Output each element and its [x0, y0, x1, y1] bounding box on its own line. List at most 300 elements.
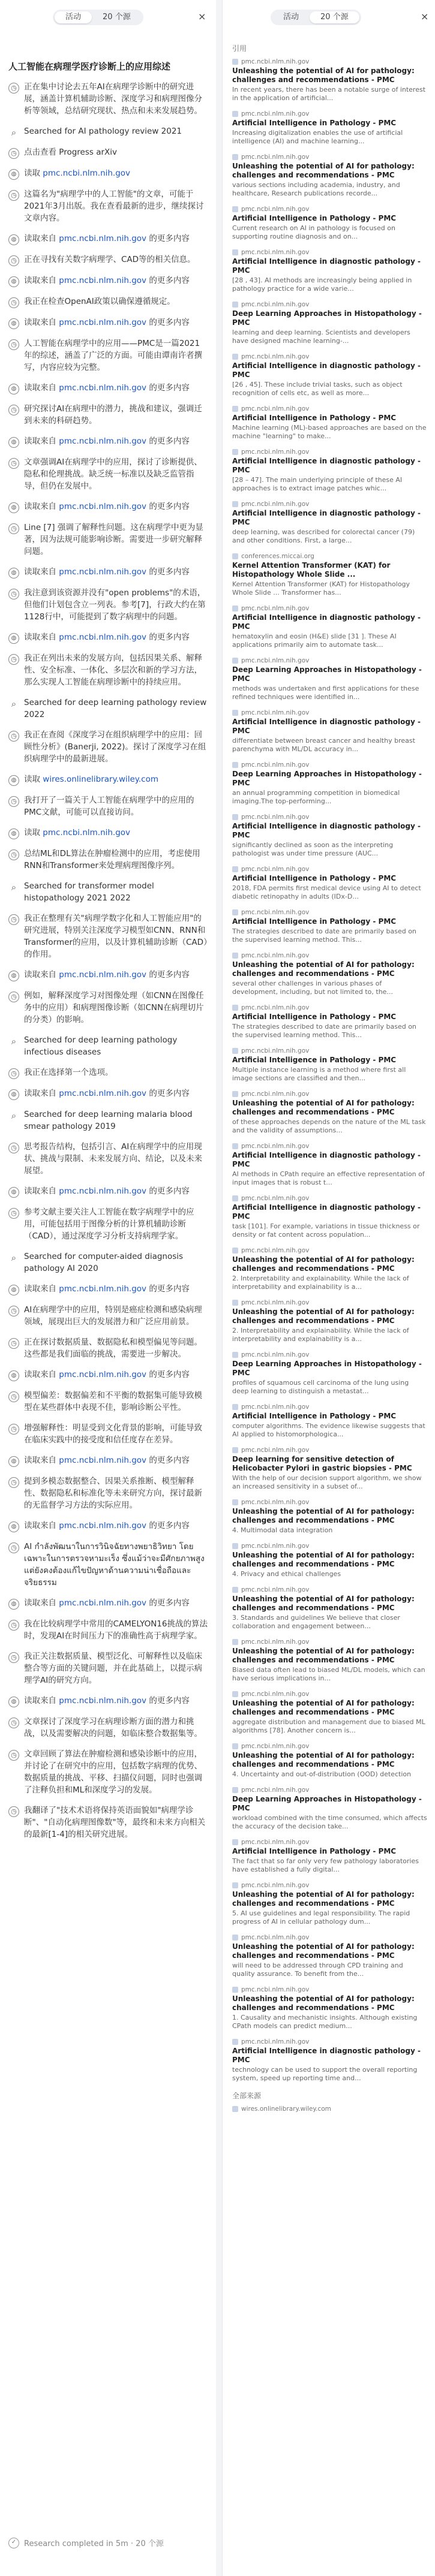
source-card[interactable]: [232, 952, 427, 996]
source-link[interactable]: pmc.ncbi.nlm.nih.gov: [59, 632, 147, 642]
search-query-text: Searched for transformer model histopathology 2021 2022: [24, 881, 154, 903]
activity-step[interactable]: [8, 275, 208, 287]
source-card[interactable]: [232, 605, 427, 649]
search-icon: ⌕: [11, 1110, 17, 1121]
source-snippet: will need to be addressed through CPD training and quality assurance. To benefit from the...: [232, 1962, 403, 1978]
thought-text: AI在病理学中的应用，特别是癌症检测和感染病理领域，展现出巨大的发展潜力和广泛应用前景。: [24, 1305, 202, 1327]
source-title[interactable]: Artificial Intelligence in Pathology - PMC: [232, 1847, 397, 1855]
favicon-icon: [232, 1499, 238, 1505]
source-domain-row: [232, 405, 427, 412]
globe-icon: ◍: [8, 1089, 19, 1100]
activity-step: [8, 146, 208, 159]
source-domain-row: [232, 1351, 427, 1358]
favicon-icon: [232, 1543, 238, 1549]
source-domain: pmc.ncbi.nlm.nih.gov: [241, 1839, 310, 1846]
thought-text: 提到多模态数据整合、因果关系推断、模型解释性、数据隐私和标准化等未来研究方向，探讨最新的无监督学习方法的实际应用。: [24, 1477, 202, 1510]
source-card[interactable]: [232, 1882, 427, 1926]
source-card[interactable]: [232, 501, 427, 545]
activity-step[interactable]: [8, 382, 208, 394]
source-domain: pmc.ncbi.nlm.nih.gov: [241, 1143, 310, 1150]
source-domain: pmc.ncbi.nlm.nih.gov: [241, 448, 310, 456]
source-domain-row: [232, 605, 427, 612]
source-card[interactable]: [232, 1090, 427, 1135]
source-domain: pmc.ncbi.nlm.nih.gov: [241, 353, 310, 360]
thinking-icon: ◷: [8, 1718, 19, 1728]
thought-text: 模型偏差：数据偏差和不平衡的数据集可能导致模型在某些群体中表现不佳，影响诊断公平性。: [24, 1391, 202, 1412]
source-snippet: 5. AI use guidelines and legal responsibility. The rapid progress of AI in cellular pathology dum...: [232, 1909, 410, 1926]
source-domain-row: [232, 1403, 427, 1411]
source-domain-row: [232, 353, 427, 360]
source-card[interactable]: [232, 761, 427, 806]
favicon-icon: [232, 1987, 238, 1993]
source-domain-row: [232, 1542, 427, 1550]
source-card[interactable]: [232, 1586, 427, 1631]
source-title[interactable]: Artificial Intelligence in diagnostic pathology - PMC: [232, 509, 421, 526]
source-snippet: 1. Causality and mechanistic insights. Although existing CPath models can predict medium...: [232, 2014, 418, 2030]
read-source-text: [24, 1283, 208, 1295]
source-link[interactable]: pmc.ncbi.nlm.nih.gov: [43, 168, 131, 178]
activity-step[interactable]: [8, 566, 208, 579]
source-card[interactable]: [232, 2105, 427, 2113]
source-link[interactable]: pmc.ncbi.nlm.nih.gov: [59, 1456, 147, 1465]
source-domain: pmc.ncbi.nlm.nih.gov: [241, 814, 310, 821]
read-source-text: [24, 1087, 208, 1099]
source-domain: pmc.ncbi.nlm.nih.gov: [241, 1195, 310, 1202]
source-snippet: Machine learning (ML)-based approaches are based on the machine "learning" to make...: [232, 424, 427, 440]
activity-step: [8, 338, 208, 373]
read-prefix: 读取来自: [24, 1696, 59, 1706]
thinking-icon: ◷: [8, 1338, 19, 1349]
source-card[interactable]: [232, 153, 427, 198]
source-domain: pmc.ncbi.nlm.nih.gov: [241, 110, 310, 117]
source-card[interactable]: [232, 1351, 427, 1396]
source-card[interactable]: [232, 1499, 427, 1535]
thought-text: 文章回顾了算法在肿瘤检测和感染诊断中的应用，并讨论了在研究中的应用，包括数字病理的优势、数据质量的挑战、平移、扫描仪问题，同时也强调了注释负担和ML和深度学习的发展。: [24, 1749, 202, 1795]
read-suffix: 的更多内容: [146, 567, 190, 577]
search-icon: ⌕: [11, 1036, 17, 1047]
source-snippet: deep learning, was described for colorectal cancer (79) and other conditions. First, a large...: [232, 528, 415, 544]
source-domain: pmc.ncbi.nlm.nih.gov: [241, 1403, 310, 1411]
activity-step: [8, 1034, 208, 1058]
thinking-icon: ◷: [8, 148, 19, 159]
source-domain: pmc.ncbi.nlm.nih.gov: [241, 1542, 310, 1550]
source-link[interactable]: pmc.ncbi.nlm.nih.gov: [59, 1089, 147, 1098]
read-suffix: 的更多内容: [146, 1186, 190, 1196]
panel-tab-switch: [53, 10, 143, 25]
read-prefix: 读取来自: [24, 1456, 59, 1465]
source-title[interactable]: Deep learning for sensitive detection of Helicobacter Pylori in gastric biopsies - PMC: [232, 1455, 412, 1472]
source-link[interactable]: pmc.ncbi.nlm.nih.gov: [59, 318, 147, 327]
source-domain-row: [232, 58, 427, 65]
read-suffix: 的更多内容: [146, 436, 190, 446]
sources-list: [232, 36, 427, 2120]
source-card[interactable]: [232, 249, 427, 293]
globe-icon: ◍: [8, 971, 19, 981]
source-snippet: Increasing digitalization enables the use of artificial intelligence (AI) and machine learning...: [232, 129, 403, 145]
tab-sources[interactable]: 20 个源: [310, 11, 359, 23]
thinking-icon: ◷: [8, 1652, 19, 1663]
source-domain: pmc.ncbi.nlm.nih.gov: [241, 1090, 310, 1098]
source-title[interactable]: Artificial Intelligence in Pathology - PMC: [232, 119, 397, 127]
source-card[interactable]: [232, 866, 427, 901]
source-link[interactable]: pmc.ncbi.nlm.nih.gov: [59, 1284, 147, 1294]
tab-activity[interactable]: 活动: [283, 13, 299, 22]
read-prefix: 读取来自: [24, 1186, 59, 1196]
source-snippet: Current research on AI in pathology is focused on supporting routine diagnosis and on...: [232, 224, 395, 240]
favicon-icon: [232, 866, 238, 872]
source-card[interactable]: [232, 814, 427, 858]
source-card[interactable]: [232, 1403, 427, 1439]
globe-icon: ◍: [8, 169, 19, 180]
source-card[interactable]: [232, 110, 427, 146]
thinking-icon: ◷: [8, 405, 19, 415]
search-query-text: Searched for AI pathology review 2021: [24, 126, 182, 136]
source-snippet: Multiple instance learning is a method where first all image sections are classified and then...: [232, 1066, 406, 1082]
activity-step[interactable]: [8, 501, 208, 513]
activity-step: [8, 1422, 208, 1446]
source-card[interactable]: [232, 909, 427, 944]
source-title[interactable]: Unleashing the potential of AI for pathology: challenges and recommendations - PMC: [232, 1551, 415, 1568]
source-domain: pmc.ncbi.nlm.nih.gov: [241, 952, 310, 959]
source-domain: pmc.ncbi.nlm.nih.gov: [241, 1499, 310, 1506]
thought-text: 例如，解释深度学习对图像处理（如CNN在图像任务中的应用）和病理图像诊断（如CNN在病理切片的分类）的影响。: [24, 991, 204, 1025]
source-card[interactable]: [232, 206, 427, 241]
activity-step: [8, 1650, 208, 1686]
read-suffix: 的更多内容: [146, 234, 190, 243]
source-title[interactable]: Unleashing the potential of AI for pathology: challenges and recommendations - PMC: [232, 1307, 415, 1325]
thinking-icon: ◷: [8, 1143, 19, 1153]
activity-step[interactable]: [8, 167, 208, 180]
source-title[interactable]: Unleashing the potential of AI for pathology: challenges and recommendations - PMC: [232, 67, 415, 84]
source-domain-row: [232, 1934, 427, 1941]
activity-step: [8, 990, 208, 1026]
source-domain-row: [232, 909, 427, 916]
activity-step[interactable]: [8, 1520, 208, 1532]
activity-step[interactable]: [8, 773, 208, 786]
source-card[interactable]: [232, 553, 427, 597]
source-snippet: methods was undertaken and first applications for these refined techniques were identified in...: [232, 685, 419, 701]
activity-step[interactable]: [8, 1695, 208, 1707]
thinking-icon: ◷: [8, 1542, 19, 1553]
read-suffix: 的更多内容: [146, 318, 190, 327]
source-card[interactable]: [232, 1934, 427, 1978]
source-domain-row: [232, 1090, 427, 1098]
source-title[interactable]: Artificial Intelligence in diagnostic pathology - PMC: [232, 457, 421, 474]
source-title[interactable]: Artificial Intelligence in diagnostic pathology - PMC: [232, 1151, 421, 1168]
activity-step[interactable]: [8, 1283, 208, 1295]
source-domain: pmc.ncbi.nlm.nih.gov: [241, 1786, 310, 1794]
thought-text: 文章探讨了深度学习在病理诊断方面的潜力和挑战，以及需要解决的问题，如临床整合数据集等。: [24, 1717, 202, 1739]
source-card[interactable]: [232, 2038, 427, 2083]
read-source-text: [24, 435, 208, 447]
source-domain-row: [232, 1743, 427, 1750]
check-icon: ✓: [8, 2538, 19, 2548]
source-card[interactable]: [232, 448, 427, 493]
favicon-icon: [232, 206, 238, 212]
favicon-icon: [232, 909, 238, 915]
source-title[interactable]: Unleashing the potential of AI for pathology: challenges and recommendations - PMC: [232, 1099, 415, 1116]
activity-step: [8, 794, 208, 818]
tab-activity[interactable]: 活动: [55, 11, 92, 23]
source-link[interactable]: pmc.ncbi.nlm.nih.gov: [59, 1598, 147, 1608]
source-title[interactable]: Unleashing the potential of AI for pathology: challenges and recommendations - PMC: [232, 1994, 415, 2012]
source-domain: pmc.ncbi.nlm.nih.gov: [241, 709, 310, 716]
activity-step[interactable]: [8, 1369, 208, 1381]
activity-step: [8, 296, 208, 308]
source-domain-row: [232, 301, 427, 308]
thinking-icon: ◷: [8, 1750, 19, 1761]
activity-list: [8, 36, 208, 1849]
globe-icon: ◍: [8, 384, 19, 394]
read-suffix: 的更多内容: [146, 502, 190, 511]
source-domain-row: [232, 657, 427, 664]
source-domain: pmc.ncbi.nlm.nih.gov: [241, 605, 310, 612]
read-prefix: 读取来自: [24, 234, 59, 243]
source-link[interactable]: pmc.ncbi.nlm.nih.gov: [59, 436, 147, 446]
source-title[interactable]: Artificial Intelligence in Pathology - PMC: [232, 1056, 397, 1064]
thinking-icon: ◷: [8, 1391, 19, 1402]
source-snippet: task [101]. For example, variations in tissue thickness or density or fat content across population...: [232, 1222, 420, 1239]
source-snippet: significantly declined as soon as the interpreting pathologist was under time pressure (AUC...: [232, 841, 394, 857]
read-source-text: [24, 382, 208, 394]
source-card[interactable]: [232, 58, 427, 103]
favicon-icon: [232, 1195, 238, 1201]
source-link[interactable]: pmc.ncbi.nlm.nih.gov: [59, 276, 147, 285]
source-domain: pmc.ncbi.nlm.nih.gov: [241, 866, 310, 873]
source-domain-row: [232, 1638, 427, 1646]
activity-step[interactable]: [8, 969, 208, 981]
activity-step: [8, 1804, 208, 1840]
read-prefix: 读取来自: [24, 276, 59, 285]
activity-step[interactable]: [8, 827, 208, 839]
source-title[interactable]: Deep Learning Approaches in Histopathology - PMC: [232, 665, 422, 683]
favicon-icon: [232, 154, 238, 160]
source-card[interactable]: [232, 405, 427, 441]
activity-step[interactable]: [8, 631, 208, 644]
close-icon[interactable]: ×: [198, 11, 206, 22]
source-link[interactable]: pmc.ncbi.nlm.nih.gov: [59, 1696, 147, 1706]
source-title[interactable]: Unleashing the potential of AI for pathology: challenges and recommendations - PMC: [232, 1890, 415, 1908]
search-icon: ⌕: [11, 882, 17, 893]
favicon-icon: [232, 1352, 238, 1358]
source-title[interactable]: Deep Learning Approaches in Histopathology - PMC: [232, 1795, 422, 1812]
source-card[interactable]: [232, 1986, 427, 2030]
globe-icon: ◍: [8, 1370, 19, 1381]
activity-step[interactable]: [8, 1087, 208, 1100]
source-card[interactable]: [232, 1447, 427, 1491]
source-domain: conferences.miccai.org: [241, 553, 314, 560]
source-snippet: various sections including academia, industry, and healthcare, Research publications recorde...: [232, 181, 400, 197]
source-domain: pmc.ncbi.nlm.nih.gov: [241, 153, 310, 161]
thinking-icon: ◷: [8, 796, 19, 807]
source-title[interactable]: Deep Learning Approaches in Histopathology - PMC: [232, 770, 422, 787]
source-link[interactable]: wires.onlinelibrary.wiley.com: [43, 775, 158, 784]
source-title[interactable]: Unleashing the potential of AI for pathology: challenges and recommendations - PMC: [232, 1699, 415, 1716]
read-suffix: 的更多内容: [146, 970, 190, 980]
source-card[interactable]: [232, 1299, 427, 1343]
source-title[interactable]: Deep Learning Approaches in Histopathology - PMC: [232, 309, 422, 327]
favicon-icon: [232, 1005, 238, 1011]
activity-step: [8, 1206, 208, 1242]
source-title[interactable]: Artificial Intelligence in diagnostic pathology - PMC: [232, 361, 421, 379]
completion-status: [8, 2537, 164, 2548]
source-card[interactable]: [232, 1004, 427, 1040]
source-domain-row: [232, 553, 427, 560]
read-suffix: 的更多内容: [146, 1284, 190, 1294]
source-snippet: The fact that so far only very few pathology laboratories have established a fully digital...: [232, 1857, 419, 1873]
source-domain-row: [232, 1882, 427, 1889]
activity-step: [8, 1618, 208, 1642]
source-title[interactable]: Unleashing the potential of AI for pathology: challenges and recommendations - PMC: [232, 960, 415, 978]
thought-text: 研究探讨AI在病理中的潜力，挑战和建议，强调迁到未来的科研趋势。: [24, 404, 202, 426]
activity-step: [8, 1304, 208, 1328]
source-domain-row: [232, 2038, 427, 2045]
thought-text: 点击查看 Progress arXiv: [24, 147, 118, 157]
source-title[interactable]: Artificial Intelligence in diagnostic pathology - PMC: [232, 822, 421, 839]
source-title[interactable]: Artificial Intelligence in Pathology - PMC: [232, 1013, 397, 1021]
source-title[interactable]: Unleashing the potential of AI for pathology: challenges and recommendations - PMC: [232, 162, 415, 179]
source-card[interactable]: [232, 709, 427, 754]
source-title[interactable]: Artificial Intelligence in diagnostic pathology - PMC: [232, 613, 421, 631]
source-title[interactable]: Unleashing the potential of AI for pathology: challenges and recommendations - PMC: [232, 1751, 415, 1768]
source-card[interactable]: [232, 1839, 427, 1874]
thinking-icon: ◷: [8, 523, 19, 534]
read-prefix: 读取: [24, 168, 43, 178]
source-domain: pmc.ncbi.nlm.nih.gov: [241, 1047, 310, 1054]
source-title[interactable]: Kernel Attention Transformer (KAT) for Histopathology Whole Slide ...: [232, 561, 391, 579]
source-domain: pmc.ncbi.nlm.nih.gov: [241, 1586, 310, 1593]
search-icon: ⌕: [11, 1252, 17, 1263]
thinking-icon: ◷: [8, 190, 19, 201]
source-domain: pmc.ncbi.nlm.nih.gov: [241, 58, 310, 65]
source-card[interactable]: [232, 1542, 427, 1578]
thinking-icon: ◷: [8, 297, 19, 308]
search-icon: ⌕: [11, 127, 17, 138]
source-title[interactable]: Artificial Intelligence in Pathology - PMC: [232, 214, 397, 222]
tab-sources[interactable]: 20 个源: [103, 13, 131, 22]
source-link[interactable]: pmc.ncbi.nlm.nih.gov: [59, 383, 147, 393]
globe-icon: ◍: [8, 1187, 19, 1198]
favicon-icon: [232, 658, 238, 664]
source-card[interactable]: [232, 1143, 427, 1187]
activity-step[interactable]: [8, 233, 208, 245]
favicon-icon: [232, 814, 238, 820]
read-prefix: 读取来自: [24, 632, 59, 642]
source-card[interactable]: [232, 657, 427, 701]
thought-text: 正在探讨数据质量、数据隐私和模型偏见等问题。这些都是我们面临的挑战，需要进一步解决。: [24, 1337, 202, 1359]
read-prefix: 读取来自: [24, 502, 59, 511]
favicon-icon: [232, 762, 238, 768]
favicon-icon: [232, 2039, 238, 2045]
source-title[interactable]: Artificial Intelligence in diagnostic pathology - PMC: [232, 718, 421, 735]
activity-step[interactable]: [8, 435, 208, 448]
source-title[interactable]: Artificial Intelligence in diagnostic pathology - PMC: [232, 257, 421, 275]
source-card[interactable]: [232, 353, 427, 397]
source-link[interactable]: pmc.ncbi.nlm.nih.gov: [59, 1370, 147, 1379]
source-domain-row: [232, 448, 427, 456]
source-link[interactable]: pmc.ncbi.nlm.nih.gov: [59, 502, 147, 511]
source-domain: pmc.ncbi.nlm.nih.gov: [241, 301, 310, 308]
activity-step: [8, 1141, 208, 1177]
source-title[interactable]: Unleashing the potential of AI for pathology: challenges and recommendations - PMC: [232, 1507, 415, 1524]
read-prefix: 读取来自: [24, 1089, 59, 1098]
source-snippet: Biased data often lead to biased ML/DL models, which can have serious implications in...: [232, 1666, 425, 1682]
source-title[interactable]: Artificial Intelligence in diagnostic pathology - PMC: [232, 2047, 421, 2064]
thinking-icon: ◷: [8, 83, 19, 94]
read-source-text: [24, 827, 208, 839]
source-title[interactable]: Unleashing the potential of AI for pathology: challenges and recommendations - PMC: [232, 1595, 415, 1612]
source-snippet: an annual programming competition in biomedical imaging.The top-performing...: [232, 789, 400, 805]
source-card[interactable]: [232, 1786, 427, 1831]
activity-step[interactable]: [8, 1597, 208, 1610]
source-link[interactable]: pmc.ncbi.nlm.nih.gov: [43, 828, 131, 837]
read-source-text: [24, 167, 208, 179]
source-domain-row: [232, 814, 427, 821]
source-title[interactable]: Artificial Intelligence in Pathology - PMC: [232, 414, 397, 422]
source-card[interactable]: [232, 1638, 427, 1683]
source-snippet: 4. Multimodal data integration: [232, 1526, 333, 1534]
search-query-text: Searched for deep learning pathology infectious diseases: [24, 1035, 178, 1057]
source-domain: pmc.ncbi.nlm.nih.gov: [241, 206, 310, 213]
source-link[interactable]: pmc.ncbi.nlm.nih.gov: [59, 567, 147, 577]
favicon-icon: [232, 1248, 238, 1254]
source-card[interactable]: [232, 301, 427, 345]
source-title[interactable]: Unleashing the potential of AI for pathology: challenges and recommendations - PMC: [232, 1255, 415, 1273]
thought-text: 我正在查阅《深度学习在组织病理学中的应用：回顾性分析》(Banerji, 2022)。探讨了深度学习在组织病理学中的最新进展。: [24, 730, 206, 764]
globe-icon: ◍: [8, 1599, 19, 1610]
source-link[interactable]: pmc.ncbi.nlm.nih.gov: [59, 234, 147, 243]
thought-text: 我打开了一篇关于人工智能在病理学中的应用的PMC文献，可能可以直接访问。: [24, 796, 194, 817]
favicon-icon: [232, 1091, 238, 1097]
source-link[interactable]: pmc.ncbi.nlm.nih.gov: [59, 1186, 147, 1196]
close-icon[interactable]: ×: [421, 11, 429, 22]
thought-text: 总结ML和DL算法在肿瘤检测中的应用，考虑使用RNN和Transformer来处理病理图像序列。: [24, 849, 200, 870]
source-title[interactable]: Artificial Intelligence in diagnostic pathology - PMC: [232, 1203, 421, 1221]
source-title[interactable]: Unleashing the potential of AI for pathology: challenges and recommendations - PMC: [232, 1942, 415, 1960]
cited-label: 引用: [232, 44, 247, 53]
source-title[interactable]: Deep Learning Approaches in Histopathology - PMC: [232, 1360, 422, 1377]
thought-text: 这篇名为"病理学中的人工智能"的文章，可能于2021年3月出版。我在查看最新的进步，继续探讨文章内容。: [24, 189, 204, 223]
source-card[interactable]: [232, 1047, 427, 1083]
source-domain-row: [232, 1691, 427, 1698]
source-title[interactable]: Artificial Intelligence in Pathology - PMC: [232, 1412, 397, 1420]
thought-text: 增强解释性：明显受到文化背景的影响，可能导致在临床实践中的接受度和信任度存在差异。: [24, 1423, 202, 1445]
source-link[interactable]: pmc.ncbi.nlm.nih.gov: [59, 970, 147, 980]
activity-step: [8, 125, 208, 138]
source-title[interactable]: Artificial Intelligence in Pathology - PMC: [232, 874, 397, 882]
favicon-icon: [232, 1587, 238, 1593]
favicon-icon: [232, 1447, 238, 1453]
source-card[interactable]: [232, 1247, 427, 1291]
source-domain-row: [232, 206, 427, 213]
activity-step[interactable]: [8, 1185, 208, 1198]
activity-step[interactable]: [8, 1454, 208, 1467]
source-card[interactable]: [232, 1195, 427, 1239]
read-source-text: [24, 317, 208, 329]
source-link[interactable]: pmc.ncbi.nlm.nih.gov: [59, 1521, 147, 1530]
source-card[interactable]: [232, 1691, 427, 1735]
source-title[interactable]: Unleashing the potential of AI for pathology: challenges and recommendations - PMC: [232, 1647, 415, 1664]
activity-step: [8, 522, 208, 558]
thought-text: 我正关注数据质量、模型泛化、可解释性以及临床整合等方面的关键问题，并在此基础上，以提示病理学AI的研究方向。: [24, 1652, 202, 1685]
activity-step[interactable]: [8, 317, 208, 329]
favicon-icon: [232, 1935, 238, 1941]
activity-step: [8, 1748, 208, 1796]
completion-label: Research completed in 5m · 20 个源: [24, 2539, 164, 2548]
source-card[interactable]: [232, 1743, 427, 1779]
source-title[interactable]: Artificial Intelligence in Pathology - PMC: [232, 917, 397, 926]
source-domain: pmc.ncbi.nlm.nih.gov: [241, 761, 310, 769]
